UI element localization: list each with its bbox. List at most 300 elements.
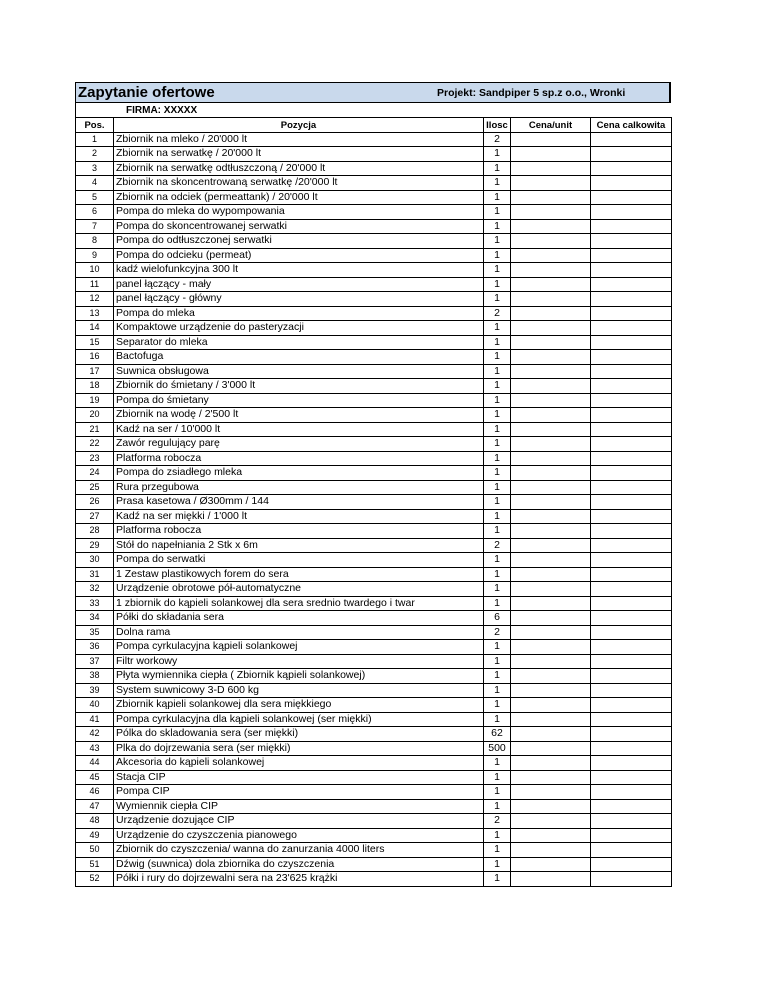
row-item-name: Stacja CIP	[114, 770, 484, 785]
row-pos: 45	[76, 770, 114, 785]
row-unit-price[interactable]	[511, 683, 591, 698]
quote-sheet	[75, 82, 671, 887]
row-unit-price[interactable]	[511, 611, 591, 626]
row-total-price[interactable]	[591, 321, 672, 336]
row-quantity: 1	[484, 553, 511, 568]
row-item-name: Zbiornik kąpieli solankowej dla sera miękkiego	[114, 698, 484, 713]
row-total-price[interactable]	[591, 727, 672, 742]
row-item-name: Pompa do serwatki	[114, 553, 484, 568]
row-quantity: 1	[484, 277, 511, 292]
row-quantity: 1	[484, 698, 511, 713]
table-row	[76, 480, 672, 495]
row-total-price[interactable]	[591, 350, 672, 365]
row-quantity: 1	[484, 683, 511, 698]
row-pos: 24	[76, 466, 114, 481]
row-total-price[interactable]	[591, 582, 672, 597]
table-row	[76, 727, 672, 742]
table-row	[76, 335, 672, 350]
row-pos: 11	[76, 277, 114, 292]
col-header-pos: Pos.	[76, 118, 114, 133]
table-row	[76, 698, 672, 713]
row-unit-price[interactable]	[511, 843, 591, 858]
table-row	[76, 451, 672, 466]
table-row	[76, 814, 672, 829]
firma-row	[75, 103, 671, 117]
row-total-price[interactable]	[591, 654, 672, 669]
table-row	[76, 654, 672, 669]
row-quantity: 1	[484, 321, 511, 336]
row-total-price[interactable]	[591, 176, 672, 191]
row-pos: 51	[76, 857, 114, 872]
row-item-name: Pompa do odcieku (permeat)	[114, 248, 484, 263]
row-total-price[interactable]	[591, 683, 672, 698]
row-total-price[interactable]	[591, 857, 672, 872]
row-total-price[interactable]	[591, 669, 672, 684]
row-quantity: 1	[484, 393, 511, 408]
row-quantity: 1	[484, 422, 511, 437]
row-pos: 16	[76, 350, 114, 365]
row-total-price[interactable]	[591, 190, 672, 205]
row-quantity: 1	[484, 567, 511, 582]
row-total-price[interactable]	[591, 205, 672, 220]
row-item-name: Pompa do mleka	[114, 306, 484, 321]
row-quantity: 1	[484, 263, 511, 278]
row-unit-price[interactable]	[511, 509, 591, 524]
row-item-name: Zbiornik na serwatkę odtłuszczoną / 20'000 lt	[114, 161, 484, 176]
table-row	[76, 321, 672, 336]
row-pos: 50	[76, 843, 114, 858]
row-pos: 12	[76, 292, 114, 307]
col-header-cena-unit: Cena/unit	[511, 118, 591, 133]
row-total-price[interactable]	[591, 161, 672, 176]
row-item-name: Płyta wymiennika ciepła ( Zbiornik kąpieli solankowej)	[114, 669, 484, 684]
row-quantity: 6	[484, 611, 511, 626]
row-quantity: 1	[484, 437, 511, 452]
row-unit-price[interactable]	[511, 161, 591, 176]
row-quantity: 1	[484, 756, 511, 771]
row-total-price[interactable]	[591, 872, 672, 887]
row-item-name: Zbiornik na skoncentrowaną serwatkę /20'000 lt	[114, 176, 484, 191]
row-pos: 20	[76, 408, 114, 423]
table-row	[76, 161, 672, 176]
table-row	[76, 683, 672, 698]
row-pos: 42	[76, 727, 114, 742]
table-row	[76, 669, 672, 684]
row-pos: 21	[76, 422, 114, 437]
row-pos: 6	[76, 205, 114, 220]
row-total-price[interactable]	[591, 799, 672, 814]
row-total-price[interactable]	[591, 408, 672, 423]
row-total-price[interactable]	[591, 292, 672, 307]
row-total-price[interactable]	[591, 364, 672, 379]
row-item-name: Zbiornik na mleko / 20'000 lt	[114, 132, 484, 147]
row-pos: 25	[76, 480, 114, 495]
row-item-name: Rura przegubowa	[114, 480, 484, 495]
row-total-price[interactable]	[591, 567, 672, 582]
row-total-price[interactable]	[591, 538, 672, 553]
row-unit-price[interactable]	[511, 799, 591, 814]
row-total-price[interactable]	[591, 263, 672, 278]
row-item-name: Urządzenie dozujące CIP	[114, 814, 484, 829]
row-unit-price[interactable]	[511, 669, 591, 684]
project-label: Projekt: Sandpiper 5 sp.z o.o., Wronki	[437, 87, 626, 99]
row-unit-price[interactable]	[511, 176, 591, 191]
row-unit-price[interactable]	[511, 234, 591, 249]
row-total-price[interactable]	[591, 828, 672, 843]
row-item-name: Pompa do skoncentrowanej serwatki	[114, 219, 484, 234]
row-unit-price[interactable]	[511, 132, 591, 147]
row-quantity: 2	[484, 814, 511, 829]
row-pos: 43	[76, 741, 114, 756]
row-quantity: 500	[484, 741, 511, 756]
row-item-name: Plka do dojrzewania sera (ser miękki)	[114, 741, 484, 756]
row-pos: 1	[76, 132, 114, 147]
row-pos: 44	[76, 756, 114, 771]
row-unit-price[interactable]	[511, 350, 591, 365]
row-unit-price[interactable]	[511, 292, 591, 307]
row-total-price[interactable]	[591, 132, 672, 147]
row-quantity: 1	[484, 785, 511, 800]
row-total-price[interactable]	[591, 611, 672, 626]
row-pos: 2	[76, 147, 114, 162]
row-pos: 49	[76, 828, 114, 843]
row-quantity: 2	[484, 625, 511, 640]
row-item-name: Kadź na ser miękki / 1'000 lt	[114, 509, 484, 524]
row-item-name: Bactofuga	[114, 350, 484, 365]
row-unit-price[interactable]	[511, 219, 591, 234]
table-row	[76, 408, 672, 423]
row-quantity: 1	[484, 379, 511, 394]
row-item-name: Urządzenie do czyszczenia pianowego	[114, 828, 484, 843]
row-quantity: 1	[484, 161, 511, 176]
table-row	[76, 393, 672, 408]
row-pos: 31	[76, 567, 114, 582]
row-quantity: 1	[484, 466, 511, 481]
row-total-price[interactable]	[591, 335, 672, 350]
row-quantity: 1	[484, 582, 511, 597]
row-item-name: Kompaktowe urządzenie do pasteryzacji	[114, 321, 484, 336]
row-item-name: Półki do składania sera	[114, 611, 484, 626]
row-pos: 40	[76, 698, 114, 713]
table-row	[76, 219, 672, 234]
table-row	[76, 248, 672, 263]
row-total-price[interactable]	[591, 437, 672, 452]
table-row	[76, 712, 672, 727]
row-pos: 48	[76, 814, 114, 829]
table-row	[76, 132, 672, 147]
table-row	[76, 422, 672, 437]
table-row	[76, 872, 672, 887]
table-row	[76, 495, 672, 510]
items-table-body	[76, 132, 672, 886]
row-pos: 3	[76, 161, 114, 176]
row-total-price[interactable]	[591, 248, 672, 263]
row-total-price[interactable]	[591, 509, 672, 524]
row-unit-price[interactable]	[511, 756, 591, 771]
table-row	[76, 828, 672, 843]
table-row	[76, 553, 672, 568]
row-unit-price[interactable]	[511, 524, 591, 539]
row-unit-price[interactable]	[511, 857, 591, 872]
row-item-name: Urządzenie obrotowe pół-automatyczne	[114, 582, 484, 597]
row-unit-price[interactable]	[511, 277, 591, 292]
row-pos: 30	[76, 553, 114, 568]
row-item-name: System suwnicowy 3-D 600 kg	[114, 683, 484, 698]
row-total-price[interactable]	[591, 306, 672, 321]
row-total-price[interactable]	[591, 698, 672, 713]
row-quantity: 1	[484, 828, 511, 843]
row-unit-price[interactable]	[511, 263, 591, 278]
row-unit-price[interactable]	[511, 872, 591, 887]
row-pos: 10	[76, 263, 114, 278]
row-total-price[interactable]	[591, 785, 672, 800]
row-unit-price[interactable]	[511, 437, 591, 452]
row-item-name: Pompa do śmietany	[114, 393, 484, 408]
row-total-price[interactable]	[591, 393, 672, 408]
row-item-name: Zbiornik na serwatkę / 20'000 lt	[114, 147, 484, 162]
row-quantity: 1	[484, 770, 511, 785]
row-item-name: Akcesoria do kąpieli solankowej	[114, 756, 484, 771]
row-total-price[interactable]	[591, 451, 672, 466]
row-pos: 15	[76, 335, 114, 350]
table-row	[76, 611, 672, 626]
row-pos: 5	[76, 190, 114, 205]
table-row	[76, 466, 672, 481]
row-unit-price[interactable]	[511, 306, 591, 321]
row-pos: 28	[76, 524, 114, 539]
row-total-price[interactable]	[591, 422, 672, 437]
row-unit-price[interactable]	[511, 814, 591, 829]
row-unit-price[interactable]	[511, 828, 591, 843]
row-item-name: panel łączący - mały	[114, 277, 484, 292]
row-total-price[interactable]	[591, 741, 672, 756]
row-unit-price[interactable]	[511, 567, 591, 582]
row-item-name: Dźwig (suwnica) dola zbiornika do czyszczenia	[114, 857, 484, 872]
table-row	[76, 756, 672, 771]
row-pos: 39	[76, 683, 114, 698]
row-pos: 34	[76, 611, 114, 626]
row-item-name: Zbiornik do śmietany / 3'000 lt	[114, 379, 484, 394]
col-header-pozycja: Pozycja	[114, 118, 484, 133]
row-unit-price[interactable]	[511, 654, 591, 669]
row-pos: 38	[76, 669, 114, 684]
row-unit-price[interactable]	[511, 770, 591, 785]
row-unit-price[interactable]	[511, 785, 591, 800]
row-unit-price[interactable]	[511, 451, 591, 466]
row-unit-price[interactable]	[511, 495, 591, 510]
row-total-price[interactable]	[591, 234, 672, 249]
row-total-price[interactable]	[591, 596, 672, 611]
row-unit-price[interactable]	[511, 466, 591, 481]
row-unit-price[interactable]	[511, 422, 591, 437]
row-item-name: Suwnica obsługowa	[114, 364, 484, 379]
row-total-price[interactable]	[591, 756, 672, 771]
row-unit-price[interactable]	[511, 553, 591, 568]
row-quantity: 1	[484, 669, 511, 684]
row-total-price[interactable]	[591, 843, 672, 858]
header-row	[76, 118, 672, 133]
table-row	[76, 799, 672, 814]
row-total-price[interactable]	[591, 712, 672, 727]
table-row	[76, 292, 672, 307]
table-row	[76, 176, 672, 191]
table-row	[76, 350, 672, 365]
row-item-name: 1 zbiornik do kąpieli solankowej dla sera srednio twardego i twar	[114, 596, 484, 611]
row-unit-price[interactable]	[511, 364, 591, 379]
table-row	[76, 596, 672, 611]
table-row	[76, 364, 672, 379]
row-pos: 9	[76, 248, 114, 263]
row-item-name: panel łączący - główny	[114, 292, 484, 307]
row-unit-price[interactable]	[511, 205, 591, 220]
row-unit-price[interactable]	[511, 248, 591, 263]
table-row	[76, 843, 672, 858]
row-item-name: Zbiornik do czyszczenia/ wanna do zanurzania 4000 liters	[114, 843, 484, 858]
row-pos: 26	[76, 495, 114, 510]
row-quantity: 1	[484, 292, 511, 307]
row-unit-price[interactable]	[511, 727, 591, 742]
row-quantity: 1	[484, 219, 511, 234]
row-item-name: Pompa cyrkulacyjna kąpieli solankowej	[114, 640, 484, 655]
table-row	[76, 437, 672, 452]
row-pos: 52	[76, 872, 114, 887]
table-row	[76, 785, 672, 800]
row-unit-price[interactable]	[511, 379, 591, 394]
row-total-price[interactable]	[591, 277, 672, 292]
row-total-price[interactable]	[591, 553, 672, 568]
row-quantity: 1	[484, 350, 511, 365]
row-item-name: Prasa kasetowa / Ø300mm / 144	[114, 495, 484, 510]
table-row	[76, 263, 672, 278]
row-pos: 47	[76, 799, 114, 814]
row-item-name: Separator do mleka	[114, 335, 484, 350]
row-quantity: 1	[484, 176, 511, 191]
row-unit-price[interactable]	[511, 538, 591, 553]
row-total-price[interactable]	[591, 814, 672, 829]
row-item-name: Platforma robocza	[114, 524, 484, 539]
row-item-name: 1 Zestaw plastikowych forem do sera	[114, 567, 484, 582]
row-quantity: 1	[484, 147, 511, 162]
row-pos: 41	[76, 712, 114, 727]
row-pos: 19	[76, 393, 114, 408]
row-total-price[interactable]	[591, 640, 672, 655]
row-total-price[interactable]	[591, 770, 672, 785]
row-quantity: 1	[484, 480, 511, 495]
row-item-name: Dolna rama	[114, 625, 484, 640]
firma-label: FIRMA: XXXXX	[126, 105, 198, 116]
row-unit-price[interactable]	[511, 698, 591, 713]
row-quantity: 1	[484, 335, 511, 350]
table-row	[76, 205, 672, 220]
row-pos: 27	[76, 509, 114, 524]
row-quantity: 1	[484, 408, 511, 423]
table-row	[76, 524, 672, 539]
row-total-price[interactable]	[591, 495, 672, 510]
row-unit-price[interactable]	[511, 321, 591, 336]
row-pos: 32	[76, 582, 114, 597]
row-item-name: Pompa do odtłuszczonej serwatki	[114, 234, 484, 249]
row-pos: 22	[76, 437, 114, 452]
row-pos: 33	[76, 596, 114, 611]
row-unit-price[interactable]	[511, 190, 591, 205]
row-unit-price[interactable]	[511, 596, 591, 611]
row-quantity: 1	[484, 524, 511, 539]
row-item-name: Pompa do mleka do wypompowania	[114, 205, 484, 220]
row-quantity: 1	[484, 654, 511, 669]
row-pos: 37	[76, 654, 114, 669]
row-unit-price[interactable]	[511, 625, 591, 640]
row-item-name: Stół do napełniania 2 Stk x 6m	[114, 538, 484, 553]
row-quantity: 1	[484, 712, 511, 727]
row-quantity: 1	[484, 190, 511, 205]
row-quantity: 1	[484, 495, 511, 510]
row-total-price[interactable]	[591, 379, 672, 394]
row-unit-price[interactable]	[511, 480, 591, 495]
row-unit-price[interactable]	[511, 582, 591, 597]
row-item-name: Filtr workowy	[114, 654, 484, 669]
row-unit-price[interactable]	[511, 393, 591, 408]
table-row	[76, 857, 672, 872]
table-row	[76, 640, 672, 655]
table-row	[76, 147, 672, 162]
row-pos: 18	[76, 379, 114, 394]
row-total-price[interactable]	[591, 480, 672, 495]
row-item-name: Półki i rury do dojrzewalni sera na 23'625 krążki	[114, 872, 484, 887]
row-unit-price[interactable]	[511, 335, 591, 350]
row-pos: 8	[76, 234, 114, 249]
row-unit-price[interactable]	[511, 712, 591, 727]
row-pos: 4	[76, 176, 114, 191]
table-row	[76, 277, 672, 292]
row-quantity: 1	[484, 248, 511, 263]
row-quantity: 1	[484, 205, 511, 220]
row-total-price[interactable]	[591, 147, 672, 162]
row-pos: 17	[76, 364, 114, 379]
row-item-name: Pompa CIP	[114, 785, 484, 800]
row-item-name: Zawór regulujący parę	[114, 437, 484, 452]
table-row	[76, 538, 672, 553]
row-quantity: 1	[484, 451, 511, 466]
row-pos: 7	[76, 219, 114, 234]
row-quantity: 62	[484, 727, 511, 742]
row-item-name: Platforma robocza	[114, 451, 484, 466]
row-total-price[interactable]	[591, 524, 672, 539]
row-pos: 13	[76, 306, 114, 321]
table-row	[76, 741, 672, 756]
title-bar	[75, 82, 671, 103]
row-quantity: 2	[484, 306, 511, 321]
col-header-cena-calkowita: Cena calkowita	[591, 118, 672, 133]
row-item-name: Zbiornik na wodę / 2'500 lt	[114, 408, 484, 423]
row-pos: 29	[76, 538, 114, 553]
row-quantity: 2	[484, 538, 511, 553]
row-quantity: 1	[484, 799, 511, 814]
row-pos: 14	[76, 321, 114, 336]
row-pos: 46	[76, 785, 114, 800]
row-unit-price[interactable]	[511, 640, 591, 655]
table-row	[76, 379, 672, 394]
row-unit-price[interactable]	[511, 147, 591, 162]
table-row	[76, 567, 672, 582]
row-unit-price[interactable]	[511, 408, 591, 423]
row-total-price[interactable]	[591, 625, 672, 640]
row-pos: 35	[76, 625, 114, 640]
row-total-price[interactable]	[591, 219, 672, 234]
row-total-price[interactable]	[591, 466, 672, 481]
row-item-name: Pólka do skladowania sera (ser miękki)	[114, 727, 484, 742]
row-quantity: 1	[484, 843, 511, 858]
row-unit-price[interactable]	[511, 741, 591, 756]
